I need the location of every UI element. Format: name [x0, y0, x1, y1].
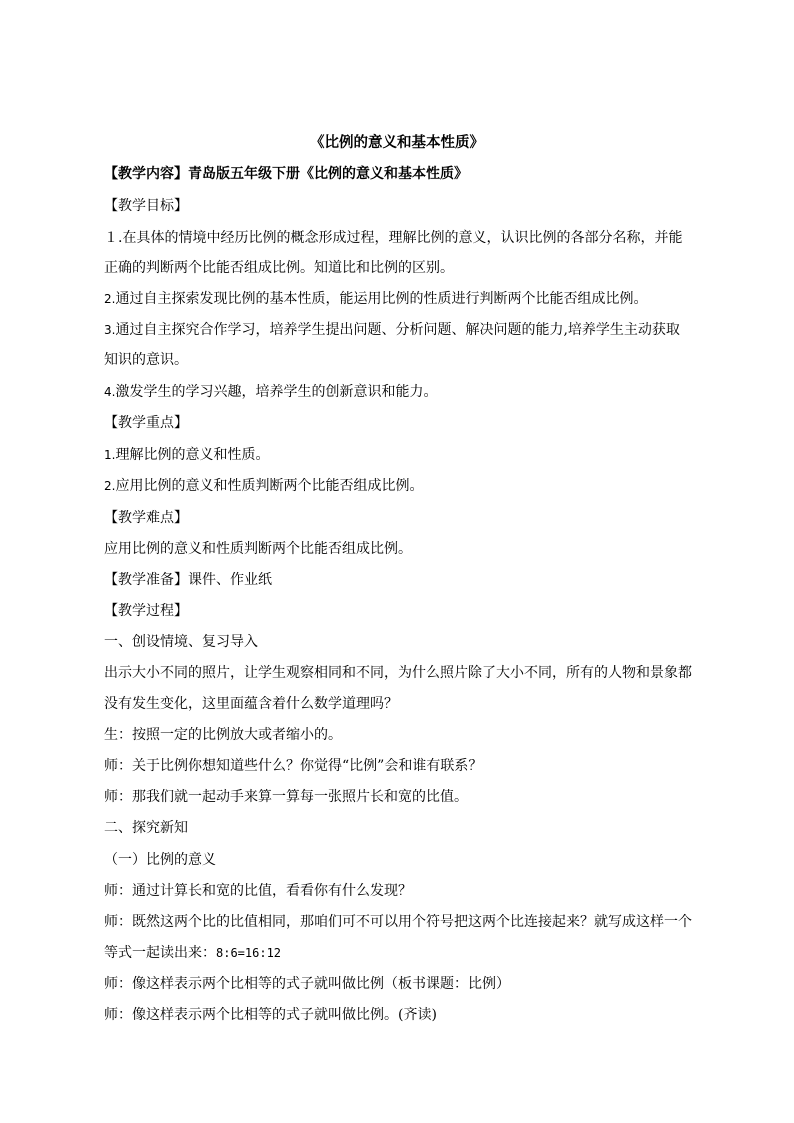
goal-2	[104, 289, 692, 309]
process-heading: 【教学过程】	[104, 603, 188, 619]
paragraph-1-line-1: 出示大小不同的照片，让学生观察相同和不同，为什么照片除了大小不同，所有的人物和景象都	[104, 665, 692, 681]
goal-2-number: 2.	[104, 292, 116, 306]
paragraph-2: 生：按照一定的比例放大或者缩小的。	[104, 727, 342, 743]
goal-4-text: 激发学生的学习兴趣，培养学生的创新意识和能力。	[115, 384, 438, 400]
goal-3-line-1	[104, 320, 692, 340]
preparation-line	[104, 570, 692, 590]
difficult-points-text: 应用比例的意义和性质判断两个比能否组成比例。	[104, 541, 412, 557]
paragraph-6-text: 等式一起读出来：	[104, 945, 216, 961]
section-2-heading: 二、探究新知	[104, 820, 188, 836]
key-point-1	[104, 445, 692, 465]
document-title: 《比例的意义和基本性质》	[310, 134, 484, 151]
paragraph-8: 师：像这样表示两个比相等的式子就叫做比例。(齐读)	[104, 1007, 437, 1023]
goal-2-text: 通过自主探索发现比例的基本性质，能运用比例的性质进行判断两个比能否组成比例。	[115, 291, 648, 307]
teaching-content-text: 青岛版五年级下册《比例的意义和基本性质》	[188, 166, 468, 182]
goal-1-line-1: １.在具体的情境中经历比例的概念形成过程，理解比例的意义，认识比例的各部分名称，并能	[104, 230, 683, 246]
preparation-label: 【教学准备】	[104, 572, 188, 588]
goal-3-number: 3.	[104, 323, 116, 337]
key-point-1-text: 理解比例的意义和性质。	[115, 447, 270, 463]
goal-3-text: 通过自主探究合作学习，培养学生提出问题、分析问题、解决问题的能力,培养学生主动获取	[115, 322, 680, 338]
key-points-heading: 【教学重点】	[104, 415, 188, 431]
goals-heading: 【教学目标】	[104, 198, 188, 214]
key-point-1-number: 1.	[104, 448, 116, 462]
goal-1-line-2: 正确的判断两个比能否组成比例。知道比和比例的区别。	[104, 260, 454, 276]
paragraph-4: 师：那我们就一起动手来算一算每一张照片长和宽的比值。	[104, 789, 468, 805]
paragraph-6-line-1: 师：既然这两个比的比值相同，那咱们可不可以用个符号把这两个比连接起来？就写成这样一个	[104, 914, 692, 930]
paragraph-5: 师：通过计算长和宽的比值，看看你有什么发现？	[104, 883, 412, 899]
key-point-2-text: 应用比例的意义和性质判断两个比能否组成比例。	[115, 478, 424, 494]
paragraph-3: 师：关于比例你想知道些什么？你觉得“比例”会和谁有联系？	[104, 758, 483, 774]
goal-3-line-2: 知识的意识。	[104, 352, 188, 368]
teaching-content-line	[104, 164, 692, 184]
key-point-2	[104, 476, 692, 496]
difficult-points-heading: 【教学难点】	[104, 510, 188, 526]
subsection-1-heading: （一）比例的意义	[104, 852, 216, 868]
goal-4	[104, 382, 692, 402]
goal-4-number: 4.	[104, 385, 116, 399]
paragraph-6-line-2	[104, 943, 692, 963]
section-1-heading: 一、创设情境、复习导入	[104, 634, 258, 650]
ratio-formula: 8:6=16:12	[216, 946, 282, 960]
key-point-2-number: 2.	[104, 479, 116, 493]
paragraph-1-line-2: 没有发生变化，这里面蕴含着什么数学道理吗？	[104, 696, 398, 712]
preparation-text: 课件、作业纸	[188, 572, 272, 588]
teaching-content-label: 【教学内容】	[104, 166, 188, 182]
paragraph-7: 师：像这样表示两个比相等的式子就叫做比例（板书课题：比例）	[104, 976, 510, 992]
